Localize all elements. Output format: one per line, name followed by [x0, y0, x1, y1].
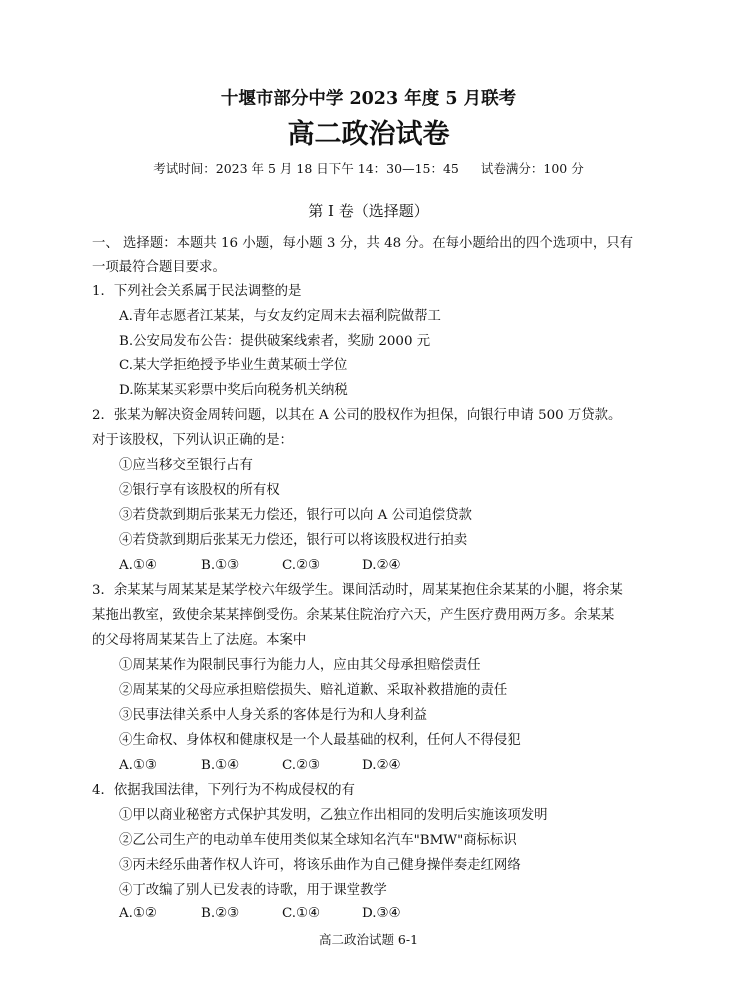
question-4-choice-d: D.③④ — [362, 906, 401, 921]
exam-subtitle: 十堰市部分中学 2023 年度 5 月联考 — [220, 89, 517, 109]
question-3-statement-1: ①周某某作为限制民事行为能力人，应由其父母承担赔偿责任 — [119, 658, 481, 673]
page-footer: 高二政治试题 6-1 — [318, 932, 419, 947]
instructions-line-1: 一、 选择题：本题共 16 小题，每小题 3 分，共 48 分。在每小题给出的四个选项中，只有 — [92, 236, 634, 251]
question-2-stem-line-2: 对于该股权，下列认识正确的是： — [92, 433, 293, 448]
exam-time: 考试时间：2023 年 5 月 18 日下午 14：30—15：45 — [153, 161, 459, 176]
question-2-stem-line-1: 2．张某为解决资金周转问题，以其在 A 公司的股权作为担保，向银行申请 500 万贷款。 — [92, 408, 622, 423]
question-4-statement-4: ④丁改编了别人已发表的诗歌，用于课堂教学 — [119, 883, 387, 898]
question-1-stem: 1．下列社会关系属于民法调整的是 — [92, 284, 302, 299]
exam-title: 高二政治试卷 — [287, 119, 450, 150]
question-2-statement-1: ①应当移交至银行占有 — [119, 458, 253, 473]
question-4-choice-b: B.②③ — [201, 906, 240, 921]
question-1-option-b: B.公安局发布公告：提供破案线索者，奖励 2000 元 — [119, 334, 431, 349]
question-4-statement-1: ①甲以商业秘密方式保护其发明，乙独立作出相同的发明后实施该项发明 — [119, 808, 548, 823]
question-2-choice-d: D.②④ — [362, 558, 401, 573]
question-2-choice-a: A.①④ — [119, 558, 157, 573]
exam-meta — [0, 161, 737, 177]
question-2-choice-c: C.②③ — [282, 558, 321, 573]
question-4-choice-a: A.①② — [119, 906, 157, 921]
question-4-stem: 4．依据我国法律，下列行为不构成侵权的有 — [92, 783, 355, 798]
question-3-statement-2: ②周某某的父母应承担赔偿损失、赔礼道歉、采取补救措施的责任 — [119, 683, 508, 698]
question-3-choice-c: C.②③ — [282, 758, 321, 773]
question-2-choice-b: B.①③ — [201, 558, 240, 573]
question-4-statement-3: ③丙未经乐曲著作权人许可，将该乐曲作为自己健身操伴奏走红网络 — [119, 858, 521, 873]
question-2-statement-4: ④若贷款到期后张某无力偿还，银行可以将该股权进行拍卖 — [119, 533, 468, 548]
question-2-statement-3: ③若贷款到期后张某无力偿还，银行可以向 A 公司追偿贷款 — [119, 508, 472, 523]
question-1-option-a: A.青年志愿者江某某，与女友约定周末去福利院做帮工 — [119, 309, 441, 324]
question-3-choice-b: B.①④ — [201, 758, 240, 773]
question-3-stem-line-2: 某拖出教室，致使余某某摔倒受伤。余某某住院治疗六天，产生医疗费用两万多。余某某 — [92, 608, 615, 623]
question-3-choice-a: A.①③ — [119, 758, 157, 773]
question-1-option-c: C.某大学拒绝授予毕业生黄某硕士学位 — [119, 358, 348, 373]
question-3-statement-3: ③民事法律关系中人身关系的客体是行为和人身利益 — [119, 708, 427, 723]
question-3-statement-4: ④生命权、身体权和健康权是一个人最基础的权利，任何人不得侵犯 — [119, 733, 521, 748]
section-title: 第 I 卷（选择题） — [308, 202, 429, 220]
question-3-stem-line-1: 3．余某某与周某某是某学校六年级学生。课间活动时，周某某抱住余某某的小腿，将余某 — [92, 583, 623, 598]
question-4-choice-c: C.①④ — [282, 906, 321, 921]
question-2-statement-2: ②银行享有该股权的所有权 — [119, 483, 280, 498]
full-score: 试卷满分：100 分 — [480, 161, 584, 176]
instructions-line-2: 一项最符合题目要求。 — [92, 260, 226, 275]
question-3-choice-d: D.②④ — [362, 758, 401, 773]
question-4-statement-2: ②乙公司生产的电动单车使用类似某全球知名汽车"BMW"商标标识 — [119, 833, 517, 848]
question-1-option-d: D.陈某某买彩票中奖后向税务机关纳税 — [119, 383, 348, 398]
question-3-stem-line-3: 的父母将周某某告上了法庭。本案中 — [92, 633, 307, 648]
